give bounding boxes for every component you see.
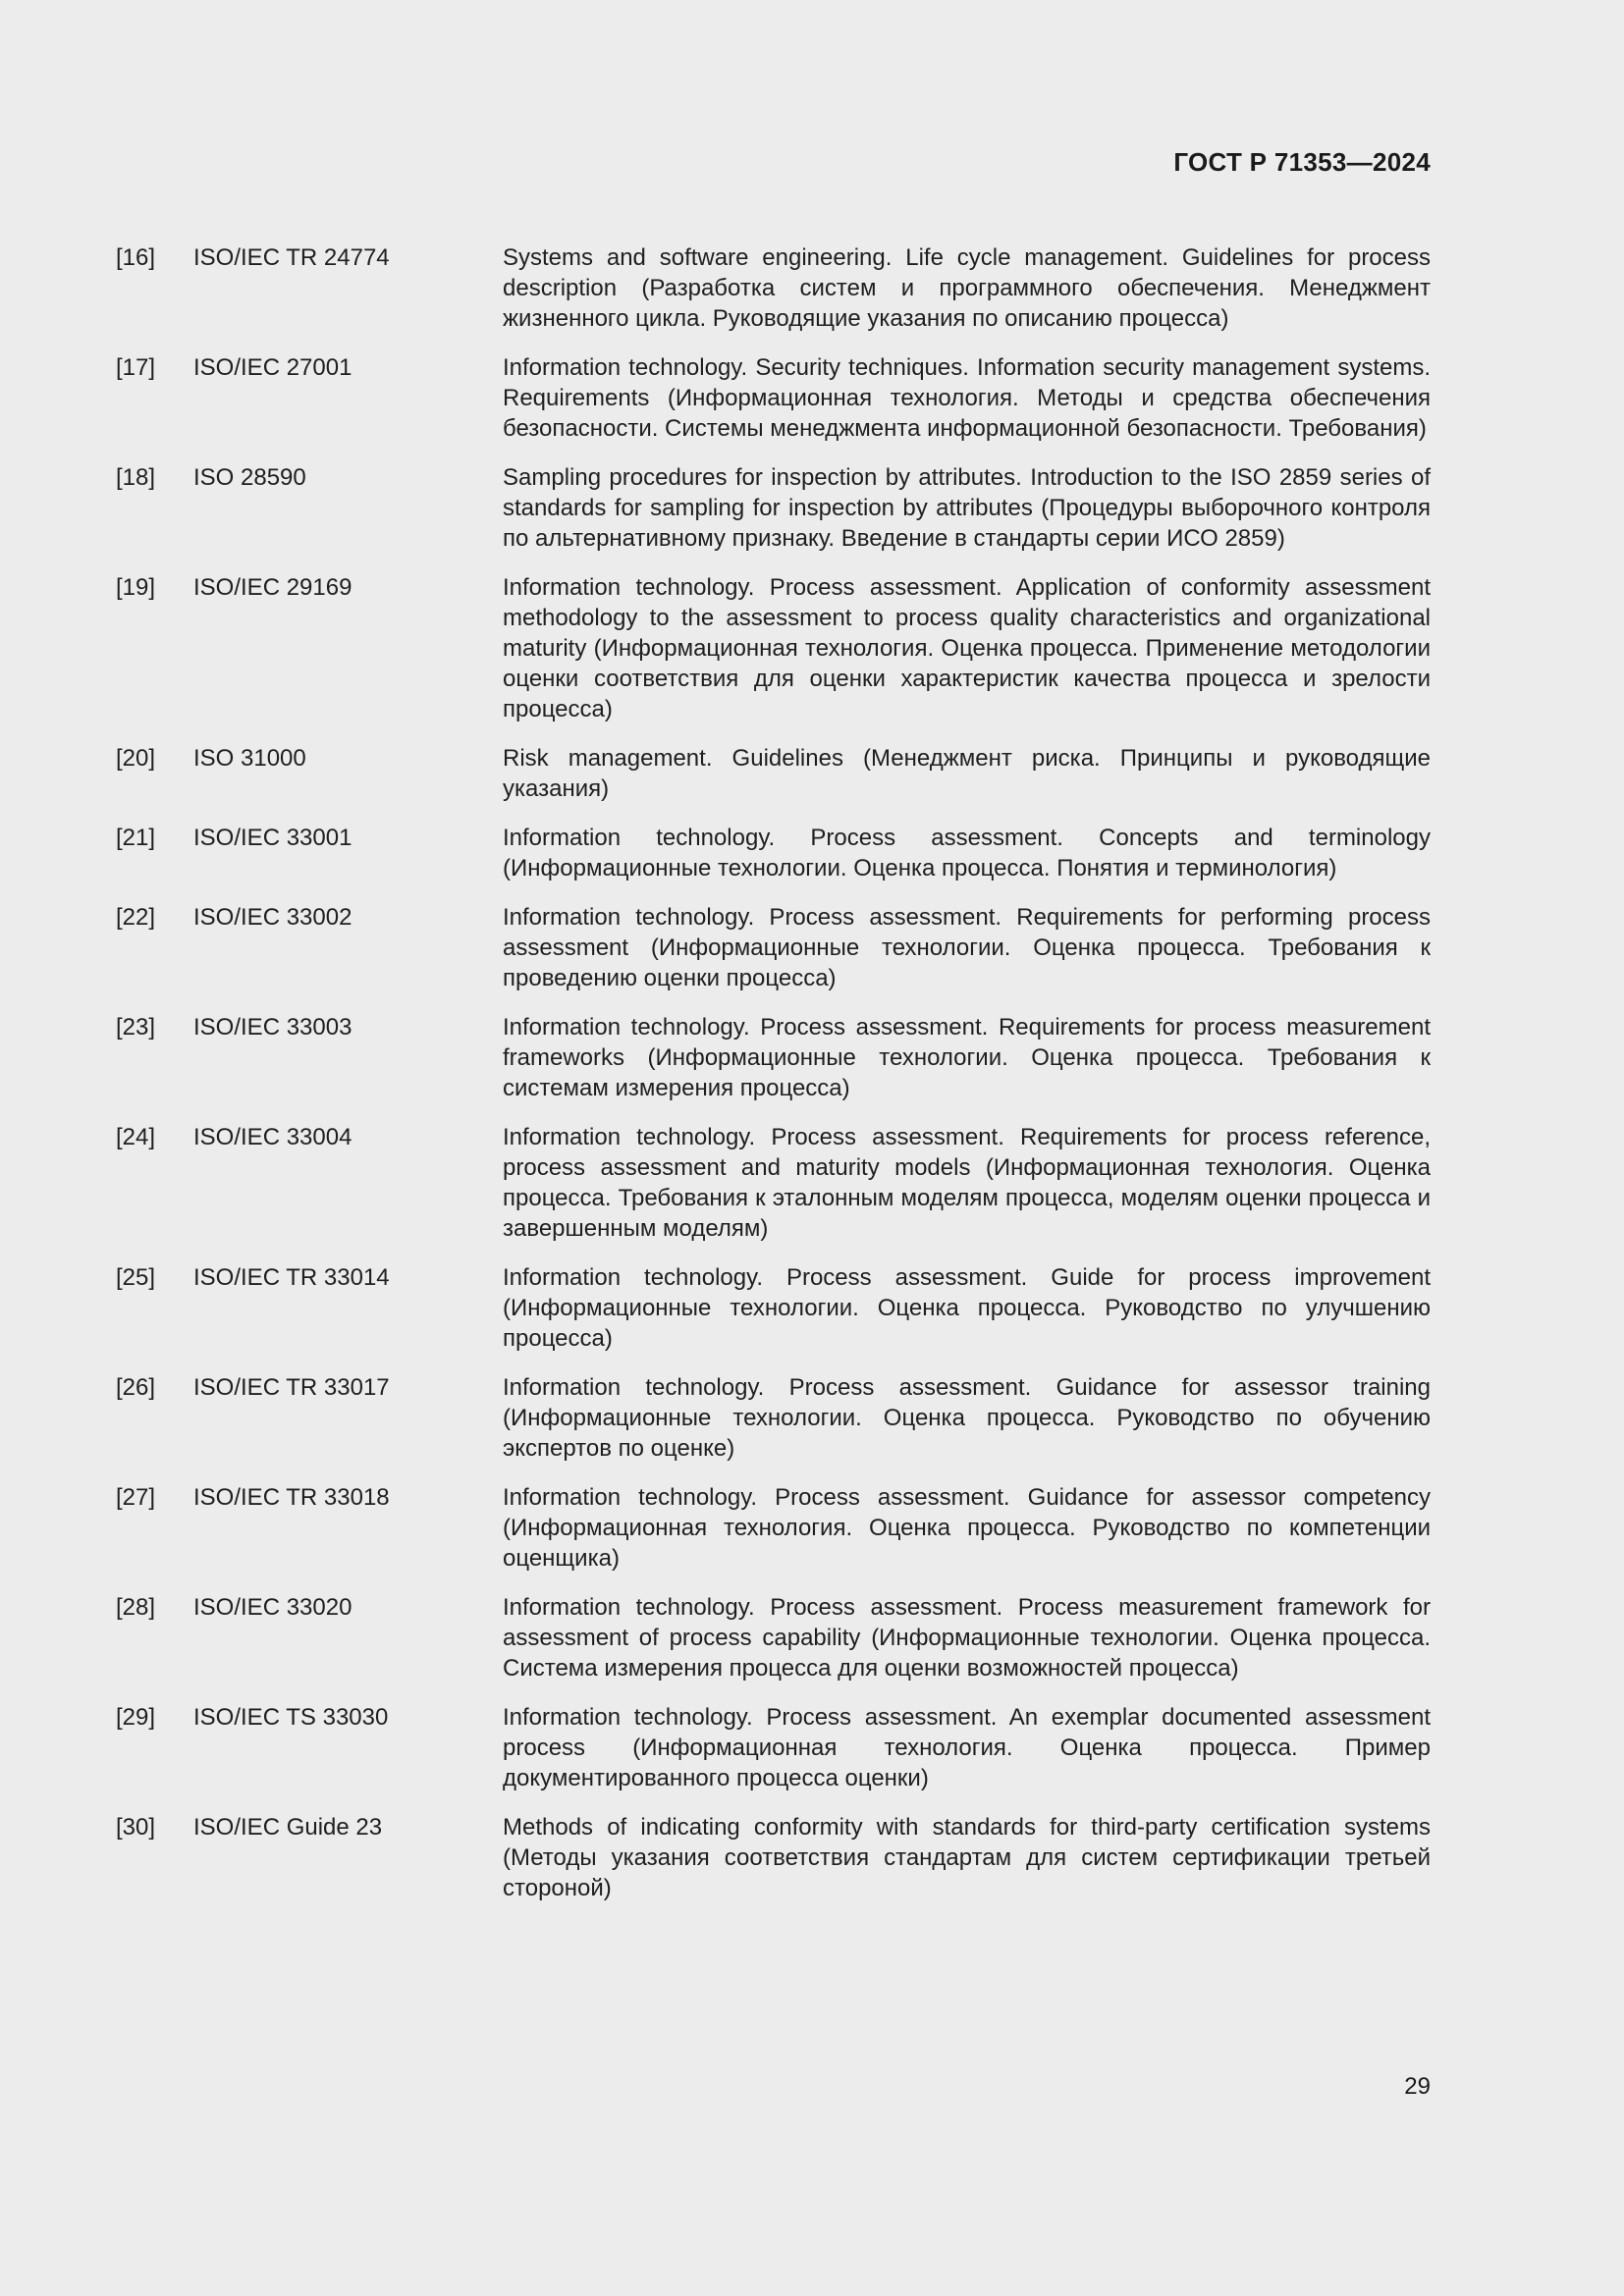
reference-number: [26]	[116, 1374, 156, 1401]
reference-entry-28	[116, 1592, 1431, 1683]
reference-entry-26	[116, 1372, 1431, 1464]
reference-description: Information technology. Process assessment. Requirements for process measurement frameworks (Информационные технологии. Оценка процесса. Требования к системам измерения процесса)	[503, 1014, 1431, 1101]
reference-description: Information technology. Process assessment. Process measurement framework for assessment of process capability (Информационные технологии. Оценка процесса. Система измерения процесса для оценки возможностей процесса)	[503, 1594, 1431, 1682]
reference-code: ISO/IEC TS 33030	[193, 1704, 389, 1731]
reference-entry-27	[116, 1482, 1431, 1574]
reference-number: [24]	[116, 1124, 156, 1150]
reference-description: Information technology. Security techniques. Information security management systems. Requirements (Информационная технология. Методы и средства обеспечения безопасности. Системы менеджмента информационной безопасности. Требования)	[503, 354, 1431, 442]
reference-code: ISO/IEC TR 33018	[193, 1484, 390, 1511]
reference-number: [19]	[116, 574, 156, 601]
reference-code: ISO/IEC 33001	[193, 825, 352, 851]
reference-description: Systems and software engineering. Life cycle management. Guidelines for process description (Разработка систем и программного обеспечения. Менеджмент жизненного цикла. Руководящие указания по описанию процесса)	[503, 244, 1431, 332]
reference-description: Information technology. Process assessment. Requirements for process reference, process assessment and maturity models (Информационная технология. Оценка процесса. Требования к эталонным моделям процесса, моделям оценки процесса и завершенным моделям)	[503, 1124, 1431, 1242]
reference-description: Information technology. Process assessment. Concepts and terminology (Информационные технологии. Оценка процесса. Понятия и терминология)	[503, 825, 1431, 881]
reference-number: [22]	[116, 904, 156, 931]
reference-entry-25	[116, 1262, 1431, 1354]
reference-number: [30]	[116, 1814, 156, 1841]
reference-number: [28]	[116, 1594, 156, 1621]
reference-entry-21	[116, 823, 1431, 883]
reference-code: ISO/IEC 29169	[193, 574, 352, 601]
reference-description: Sampling procedures for inspection by attributes. Introduction to the ISO 2859 series of standards for sampling for inspection by attributes (Процедуры выборочного контроля по альтернативному признаку. Введение в стандарты серии ИСО 2859)	[503, 464, 1431, 552]
reference-entry-19	[116, 572, 1431, 724]
reference-description: Information technology. Process assessment. Application of conformity assessment methodology to the assessment to process quality characteristics and organizational maturity (Информационная технология. Оценка процесса. Применение методологии оценки соответствия для оценки характеристик качества процесса и зрелости процесса)	[503, 574, 1431, 722]
reference-description: Information technology. Process assessment. Guidance for assessor training (Информационные технологии. Оценка процесса. Руководство по обучению экспертов по оценке)	[503, 1374, 1431, 1462]
reference-code: ISO/IEC TR 24774	[193, 244, 390, 271]
reference-code: ISO/IEC 27001	[193, 354, 352, 381]
document-header: ГОСТ Р 71353—2024	[1173, 147, 1431, 177]
page-number: 29	[1404, 2073, 1431, 2100]
reference-entry-18	[116, 462, 1431, 554]
reference-number: [23]	[116, 1014, 156, 1041]
reference-code: ISO 31000	[193, 745, 306, 772]
reference-entry-24	[116, 1122, 1431, 1244]
reference-code: ISO/IEC 33002	[193, 904, 352, 931]
reference-number: [25]	[116, 1264, 156, 1291]
reference-description: Information technology. Process assessment. Guide for process improvement (Информационные технологии. Оценка процесса. Руководство по улучшению процесса)	[503, 1264, 1431, 1352]
reference-code: ISO 28590	[193, 464, 306, 491]
reference-number: [17]	[116, 354, 156, 381]
reference-description: Risk management. Guidelines (Менеджмент риска. Принципы и руководящие указания)	[503, 745, 1431, 802]
reference-code: ISO/IEC Guide 23	[193, 1814, 383, 1841]
reference-entry-23	[116, 1012, 1431, 1103]
reference-code: ISO/IEC TR 33017	[193, 1374, 390, 1401]
reference-number: [18]	[116, 464, 156, 491]
reference-number: [27]	[116, 1484, 156, 1511]
reference-entry-29	[116, 1702, 1431, 1793]
reference-description: Information technology. Process assessment. An exemplar documented assessment process (Информационная технология. Оценка процесса. Пример документированного процесса оценки)	[503, 1704, 1431, 1791]
reference-number: [16]	[116, 244, 156, 271]
reference-entry-17	[116, 352, 1431, 444]
bibliography-list	[116, 242, 1431, 1922]
reference-entry-16	[116, 242, 1431, 334]
reference-entry-20	[116, 743, 1431, 804]
reference-description: Information technology. Process assessment. Guidance for assessor competency (Информационная технология. Оценка процесса. Руководство по компетенции оценщика)	[503, 1484, 1431, 1572]
reference-entry-22	[116, 902, 1431, 993]
reference-entry-30	[116, 1812, 1431, 1903]
reference-code: ISO/IEC 33003	[193, 1014, 352, 1041]
reference-description: Methods of indicating conformity with standards for third-party certification systems (Методы указания соответствия стандартам для систем сертификации третьей стороной)	[503, 1814, 1431, 1901]
reference-code: ISO/IEC 33004	[193, 1124, 352, 1150]
reference-number: [20]	[116, 745, 156, 772]
reference-description: Information technology. Process assessment. Requirements for performing process assessment (Информационные технологии. Оценка процесса. Требования к проведению оценки процесса)	[503, 904, 1431, 991]
reference-code: ISO/IEC 33020	[193, 1594, 352, 1621]
reference-number: [21]	[116, 825, 156, 851]
reference-number: [29]	[116, 1704, 156, 1731]
reference-code: ISO/IEC TR 33014	[193, 1264, 390, 1291]
